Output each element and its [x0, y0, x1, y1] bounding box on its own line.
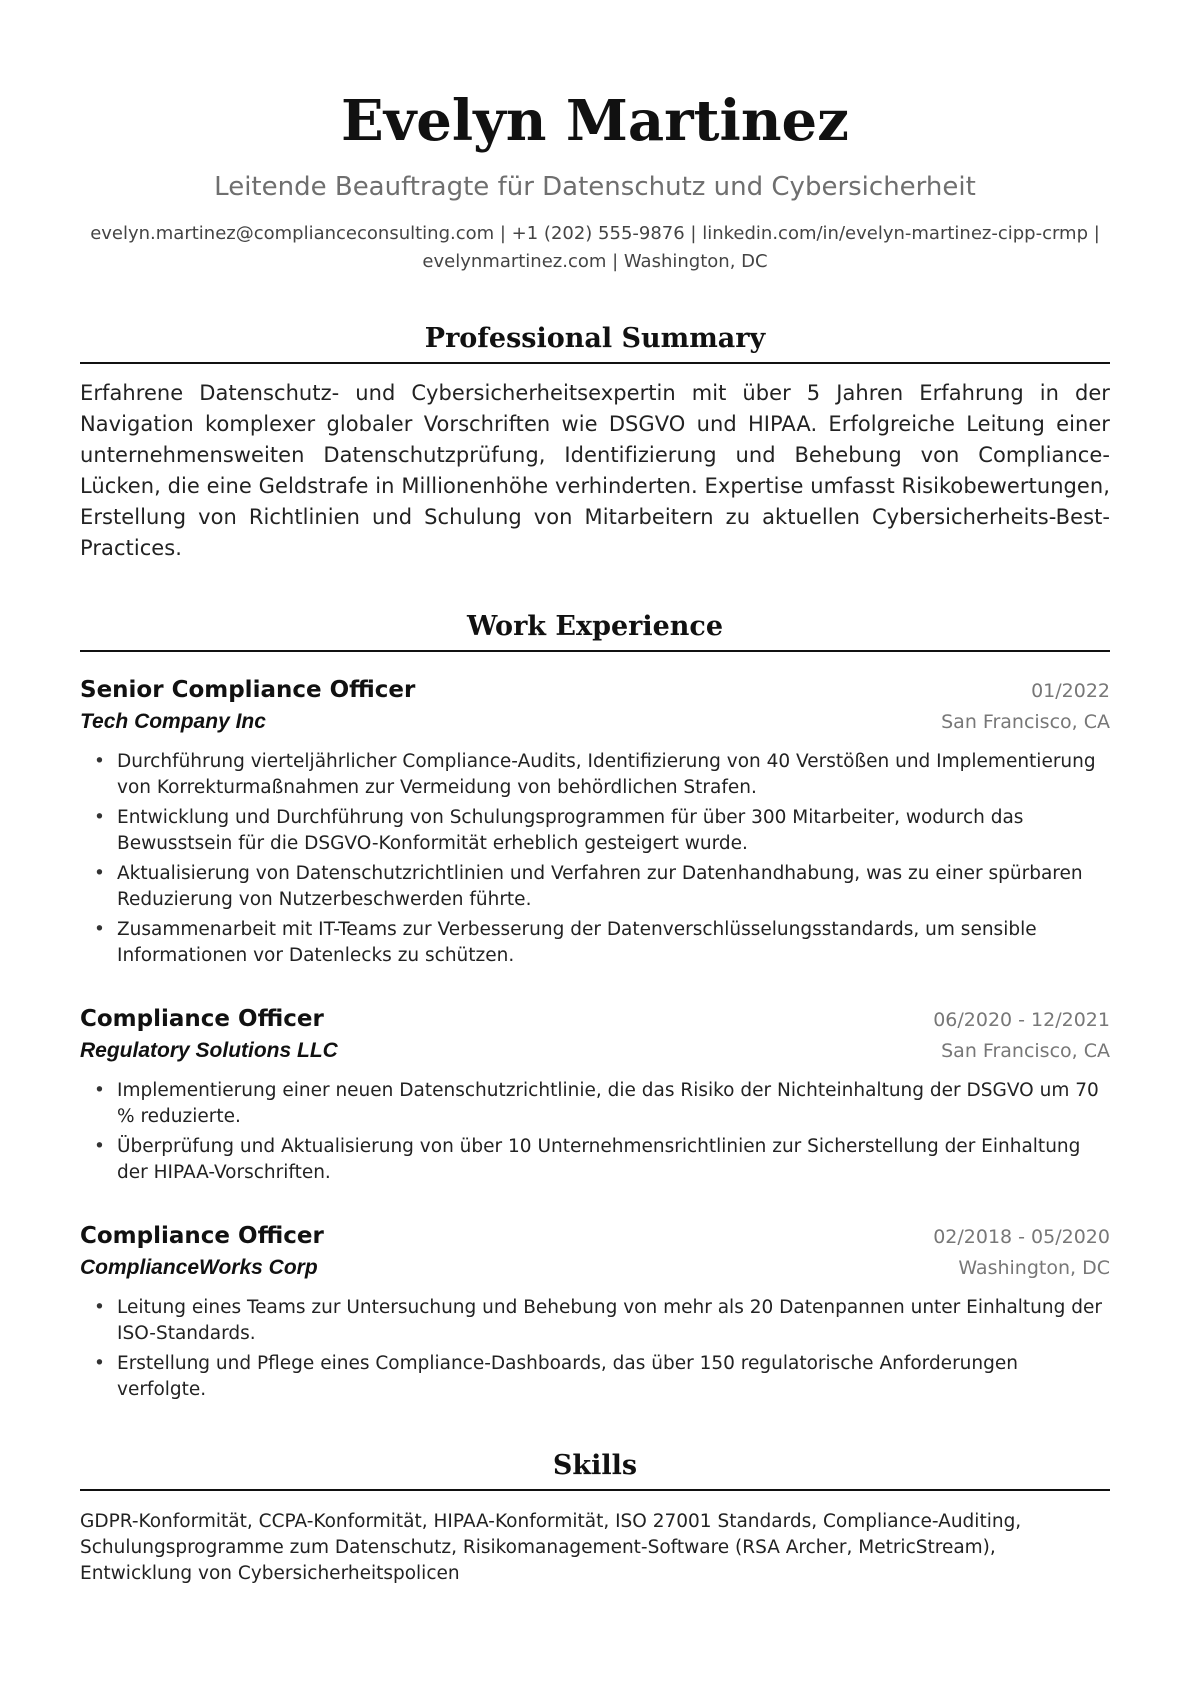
job-bullet: • Durchführung vierteljährlicher Compliance-Audits, Identifizierung von 40 Verstößen und Implementierung von Korrekturmaßnahmen zur Vermeidung von behördlichen Strafen.: [80, 749, 1110, 801]
job-bullet: • Zusammenarbeit mit IT-Teams zur Verbesserung der Datenverschlüsselungsstandards, um sensible Informationen vor Datenlecks zu schützen.: [80, 917, 1110, 969]
skills-section: [80, 1449, 1110, 1587]
candidate-name: Evelyn Martinez: [341, 88, 849, 154]
job-bullet: • Erstellung und Pflege eines Compliance-Dashboards, das über 150 regulatorische Anforderungen verfolgte.: [80, 1351, 1110, 1403]
job-title: Senior Compliance Officer: [80, 677, 416, 703]
section-title-summary: Professional Summary: [80, 322, 1110, 364]
job-company: Tech Company Inc: [80, 710, 266, 733]
summary-text: Erfahrene Datenschutz- und Cybersicherheitsexpertin mit über 5 Jahren Erfahrung in der Navigation komplexer globaler Vorschriften wie DSGVO und HIPAA. Erfolgreiche Leitung einer unternehmensweiten Datenschutzprüfung, Identifizierung und Behebung von Compliance-Lücken, die eine Geldstrafe in Millionenhöhe verhinderten. Expertise umfasst Risikobewertungen, Erstellung von Richtlinien und Schulung von Mitarbeitern zu aktuellen Cybersicherheits-Best-Practices.: [80, 381, 1110, 560]
job-bullet: • Leitung eines Teams zur Untersuchung und Behebung von mehr als 20 Datenpannen unter Einhaltung der ISO-Standards.: [80, 1295, 1110, 1347]
job-date: 06/2020 - 12/2021: [933, 1009, 1110, 1031]
section-title-skills: Skills: [80, 1449, 1110, 1491]
job-location: San Francisco, CA: [941, 1040, 1110, 1062]
job-company: ComplianceWorks Corp: [80, 1256, 318, 1279]
job-bullets: [80, 1295, 1110, 1403]
section-title-experience: Work Experience: [80, 610, 1110, 652]
job-bullet: • Implementierung einer neuen Datenschutzrichtlinie, die das Risiko der Nichteinhaltung der DSGVO um 70 % reduzierte.: [80, 1078, 1110, 1130]
experience-section: [80, 610, 1110, 1403]
job-title: Compliance Officer: [80, 1006, 324, 1032]
job-entry: [80, 674, 1110, 969]
job-location: Washington, DC: [958, 1257, 1110, 1279]
job-location: San Francisco, CA: [941, 711, 1110, 733]
job-date: 02/2018 - 05/2020: [933, 1226, 1110, 1248]
job-date: 01/2022: [1031, 680, 1110, 702]
job-bullets: [80, 749, 1110, 969]
skills-text: GDPR-Konformität, CCPA-Konformität, HIPAA-Konformität, ISO 27001 Standards, Compliance-Auditing, Schulungsprogramme zum Datenschutz, Risikomanagement-Software (RSA Archer, MetricStream), Entwicklung von Cybersicherheitspolicen: [80, 1511, 1022, 1584]
job-entry: [80, 1220, 1110, 1403]
summary-section: [80, 322, 1110, 564]
candidate-subtitle: Leitende Beauftragte für Datenschutz und Cybersicherheit: [214, 172, 976, 202]
job-entry: [80, 1003, 1110, 1186]
job-bullet: • Entwicklung und Durchführung von Schulungsprogrammen für über 300 Mitarbeiter, wodurch das Bewusstsein für die DSGVO-Konformität erheblich gesteigert wurde.: [80, 805, 1110, 857]
job-company: Regulatory Solutions LLC: [80, 1039, 338, 1062]
job-bullets: [80, 1078, 1110, 1186]
job-bullet: • Aktualisierung von Datenschutzrichtlinien und Verfahren zur Datenhandhabung, was zu einer spürbaren Reduzierung von Nutzerbeschwerden führte.: [80, 861, 1110, 913]
contact-line: evelyn.martinez@complianceconsulting.com | +1 (202) 555-9876 | linkedin.com/in/evelyn-martinez-cipp-crmp | evelynmartinez.com | Washington, DC: [90, 223, 1100, 272]
job-title: Compliance Officer: [80, 1223, 324, 1249]
job-bullet: • Überprüfung und Aktualisierung von über 10 Unternehmensrichtlinien zur Sicherstellung der Einhaltung der HIPAA-Vorschriften.: [80, 1134, 1110, 1186]
